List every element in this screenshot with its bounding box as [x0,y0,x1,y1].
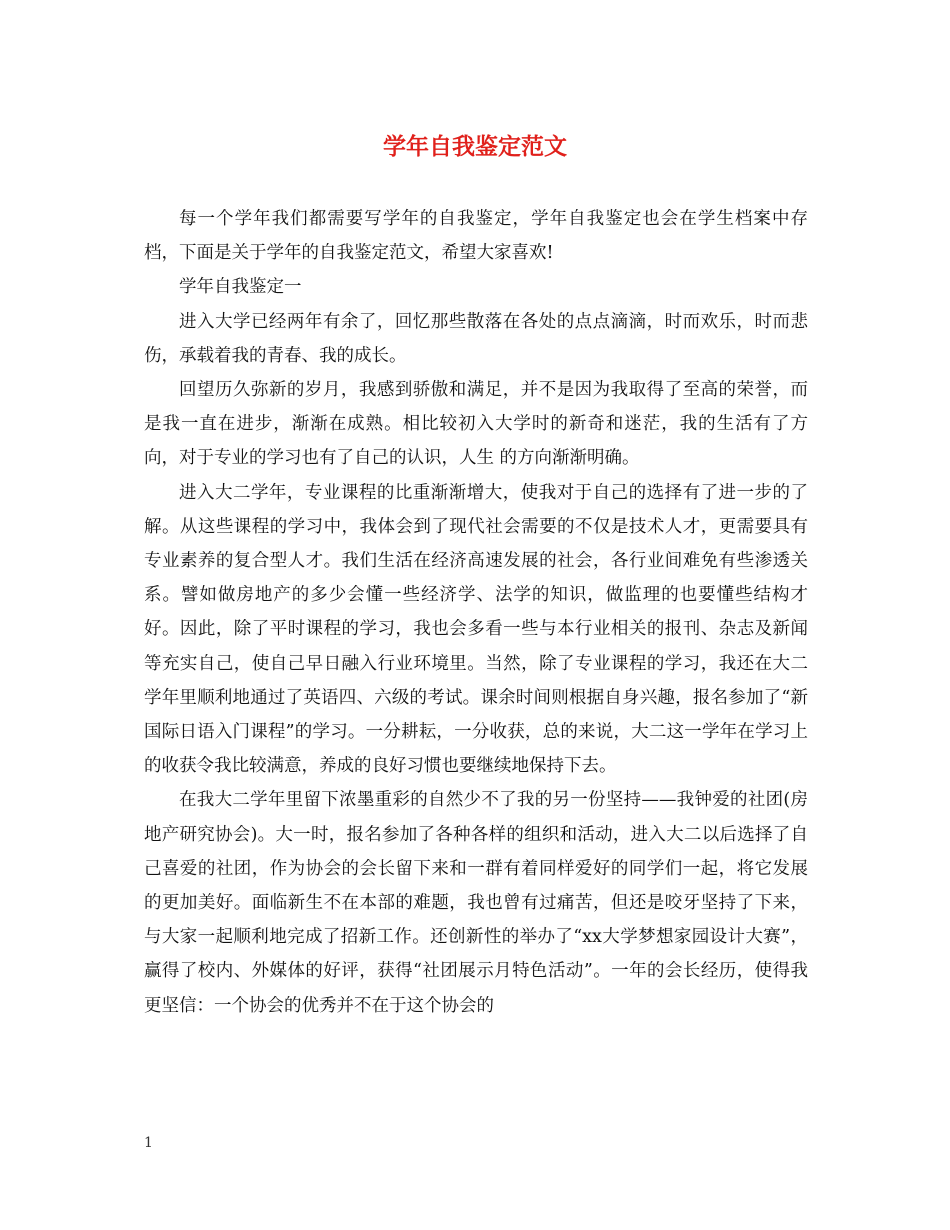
paragraph: 回望历久弥新的岁月，我感到骄傲和满足，并不是因为我取得了至高的荣誉，而是我一直在进步，渐渐在成熟。相比较初入大学时的新奇和迷茫，我的生活有了方向，对于专业的学习也有了自己的认识，人生 的方向渐渐明确。 [144,380,808,469]
page-number: 1 [144,1135,153,1151]
paragraph: 进入大二学年，专业课程的比重渐渐增大，使我对于自己的选择有了进一步的了解。从这些课程的学习中，我体会到了现代社会需要的不仅是技术人才，更需要具有专业素养的复合型人才。我们生活在经济高速发展的社会，各行业间难免有些渗透关系。譬如做房地产的多少会懂一些经济学、法学的知识，做监理的也要懂些结构才好。因此，除了平时课程的学习，我也会多看一些与本行业相关的报刊、杂志及新闻等充实自己，使自己早日融入行业环境里。当然，除了专业课程的学习，我还在大二学年里顺利地通过了英语四、六级的考试。课余时间则根据自身兴趣，报名参加了“新国际日语入门课程”的学习。一分耕耘，一分收获，总的来说，大二这一学年在学习上的收获令我比较满意，养成的良好习惯也要继续地保持下去。 [144,482,808,777]
paragraph: 在我大二学年里留下浓墨重彩的自然少不了我的另一份坚持——我钟爱的社团(房地产研究协会)。大一时，报名参加了各种各样的组织和活动，进入大二以后选择了自己喜爱的社团，作为协会的会长留下来和一群有着同样爱好的同学们一起，将它发展的更加美好。面临新生不在本部的难题，我也曾有过痛苦，但还是咬牙坚持了下来，与大家一起顺利地完成了招新工作。还创新性的举办了“xx大学梦想家园设计大赛”，赢得了校内、外媒体的好评，获得“社团展示月特色活动”。一年的会长经历，使得我更坚信：一个协会的优秀并不在于这个协会的 [144,790,808,1016]
paragraph: 进入大学已经两年有余了，回忆那些散落在各处的点点滴滴，时而欢乐，时而悲伤，承载着我的青春、我的成长。 [144,311,808,366]
paragraph-intro: 每一个学年我们都需要写学年的自我鉴定，学年自我鉴定也会在学生档案中存档，下面是关于学年的自我鉴定范文，希望大家喜欢! [144,209,808,264]
document-body [144,202,808,1023]
section-heading: 学年自我鉴定一 [179,277,302,298]
document-title: 学年自我鉴定范文 [383,133,567,160]
